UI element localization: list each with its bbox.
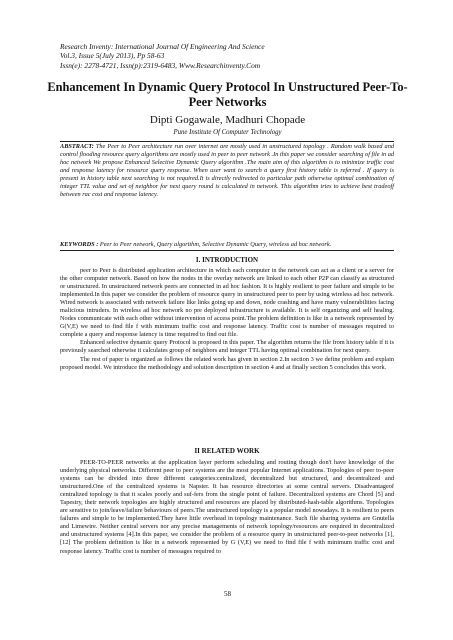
paper-authors: Dipti Gogawale, Madhuri Chopade: [149, 114, 306, 126]
paragraph: PEER-TO-PEER networks at the application layer perform scheduling and routing though don't have knowledge of the underlying physical networks. Different peer to peer systems are the most popular Internet applications. Topologies of peer to-peer systems can be divided into three different categories:centralized, decentralized but structured, and decentralized and unstructured.One of the centralized systems is Napster. It has resource directories at some central servers. Disadvantageof centralized topology is that it scales poorly and suf-fers from the single point of failure. Decentralized systems are Chord [5] and Tapestry, their network topologies are highly structured and resources are placed by distributed-hash-table algorithms. Topologies are sensitive to join/leave/failure behaviours of peers.The unstructured topology is a popular model nowadays. It is resilient to peers failures and simple to be implemented.They have little overhead in topology maintenance. Such file sharing systems are Gnutella and Limewire. Neither central servers nor any precise managements of network topology/resources are required in decentralized and unstructured systems [4].In this paper, we consider the problem of a resource query in unstructured peer-to-peer networks [1], [12] The problem definition is like in a network represented by G (V,E) we need to find file f with minimum traffic cost and response latency. Traffic cost is number of messages required to: [60, 459, 394, 555]
journal-volume: Vol.3, Issue 5(July 2013), Pp 58-63: [60, 51, 165, 61]
paragraph: peer to Peer is distributed application architecture in which each computer in the network can act as a client or a server for the other computer network. Based on how the nodes in the overlay network are linked to each other P2P can classify as structured or unstructured. In unstructured network peers are connected in ad hoc fashion. It is highly resilient to peer failure and simple to be implemented.In this paper we consider the problem of resource query in unstructured peer to peer by using wireless ad hoc network. Wired network is associated with network failure like links going up and down, node crashing and have many vulnerabilities facing malicious intruders. In wireless ad hoc network no pre deployed infrastructure is available. It is self organizing and self healing. Nodes communicate with each other without intervention of access point.The problem definition is like in a network represented by G(V,E) we need to find file f with minimum traffic cost and response latency. Traffic cost is number of messages required to complete a query and response latency is time required to find out file.: [60, 267, 394, 339]
journal-header: [60, 42, 400, 70]
abstract-label: ABSTRACT:: [60, 143, 94, 150]
abstract-text: The Peer to Peer architecture run over internet are mostly used in unstructured topology . Random walk based and control flooding resource query algorithms are mostly used in peer to peer network .In this paper we consider searching of file in ad hoc network We propose Enhanced Selective Dynamic Query algorithm .The main aim of this algorithm is to minimize traffic cost and response latency for resource query response. When user want to search a query first history table is referred . If query is present in history table next searching is not required.It is directly redirected to particular path otherwise optimal combination of integer TTL value and set of neighbor for next query round is calculated in network. This algorithm tries to achieve best tradeoff between rac cost and response latency.: [60, 143, 394, 199]
abstract: [60, 143, 394, 199]
paragraph: The rest of paper is organized as follows the related work has given in section 2.In section 3 we define problem and explain proposed model. We introduce the methodology and solution description in section 4 and at finally section 5 concludes this work.: [60, 355, 394, 371]
section-heading-introduction: I. INTRODUCTION: [195, 256, 259, 264]
page-number: 58: [224, 590, 231, 598]
paper-institution: Pune Institute Of Computer Technology: [173, 129, 282, 136]
journal-name: Research Inventy: International Journal Of Engineering And Science: [60, 42, 265, 51]
journal-issn: Issn(e): 2278-4721, Issn(p):2319-6483, Www.Researchinventy.Com: [60, 60, 261, 70]
paragraph: Enhanced selective dynamic query Protocol is proposed in this paper. The algorithm returns the file from history table if it is previously searched otherwise it calculates group of neighbors and integer TTL having optimal combination for next query.: [60, 339, 394, 355]
section-body-introduction: [60, 267, 394, 372]
section-heading-related-work: II RELATED WORK: [194, 447, 260, 455]
abstract-top-rule: [60, 141, 394, 142]
keywords-text: Peer to Peer network, Query algorithm, Selective Dynamic Query, wireless ad hoc network.: [98, 241, 332, 248]
keywords-bottom-rule: [60, 250, 394, 251]
paper-title: Enhancement In Dynamic Query Protocol In Unstructured Peer-To-Peer Networks: [47, 80, 408, 109]
section-body-related-work: [60, 459, 394, 556]
keywords-label: KEYWORDS :: [60, 241, 99, 248]
keywords: [60, 241, 394, 249]
